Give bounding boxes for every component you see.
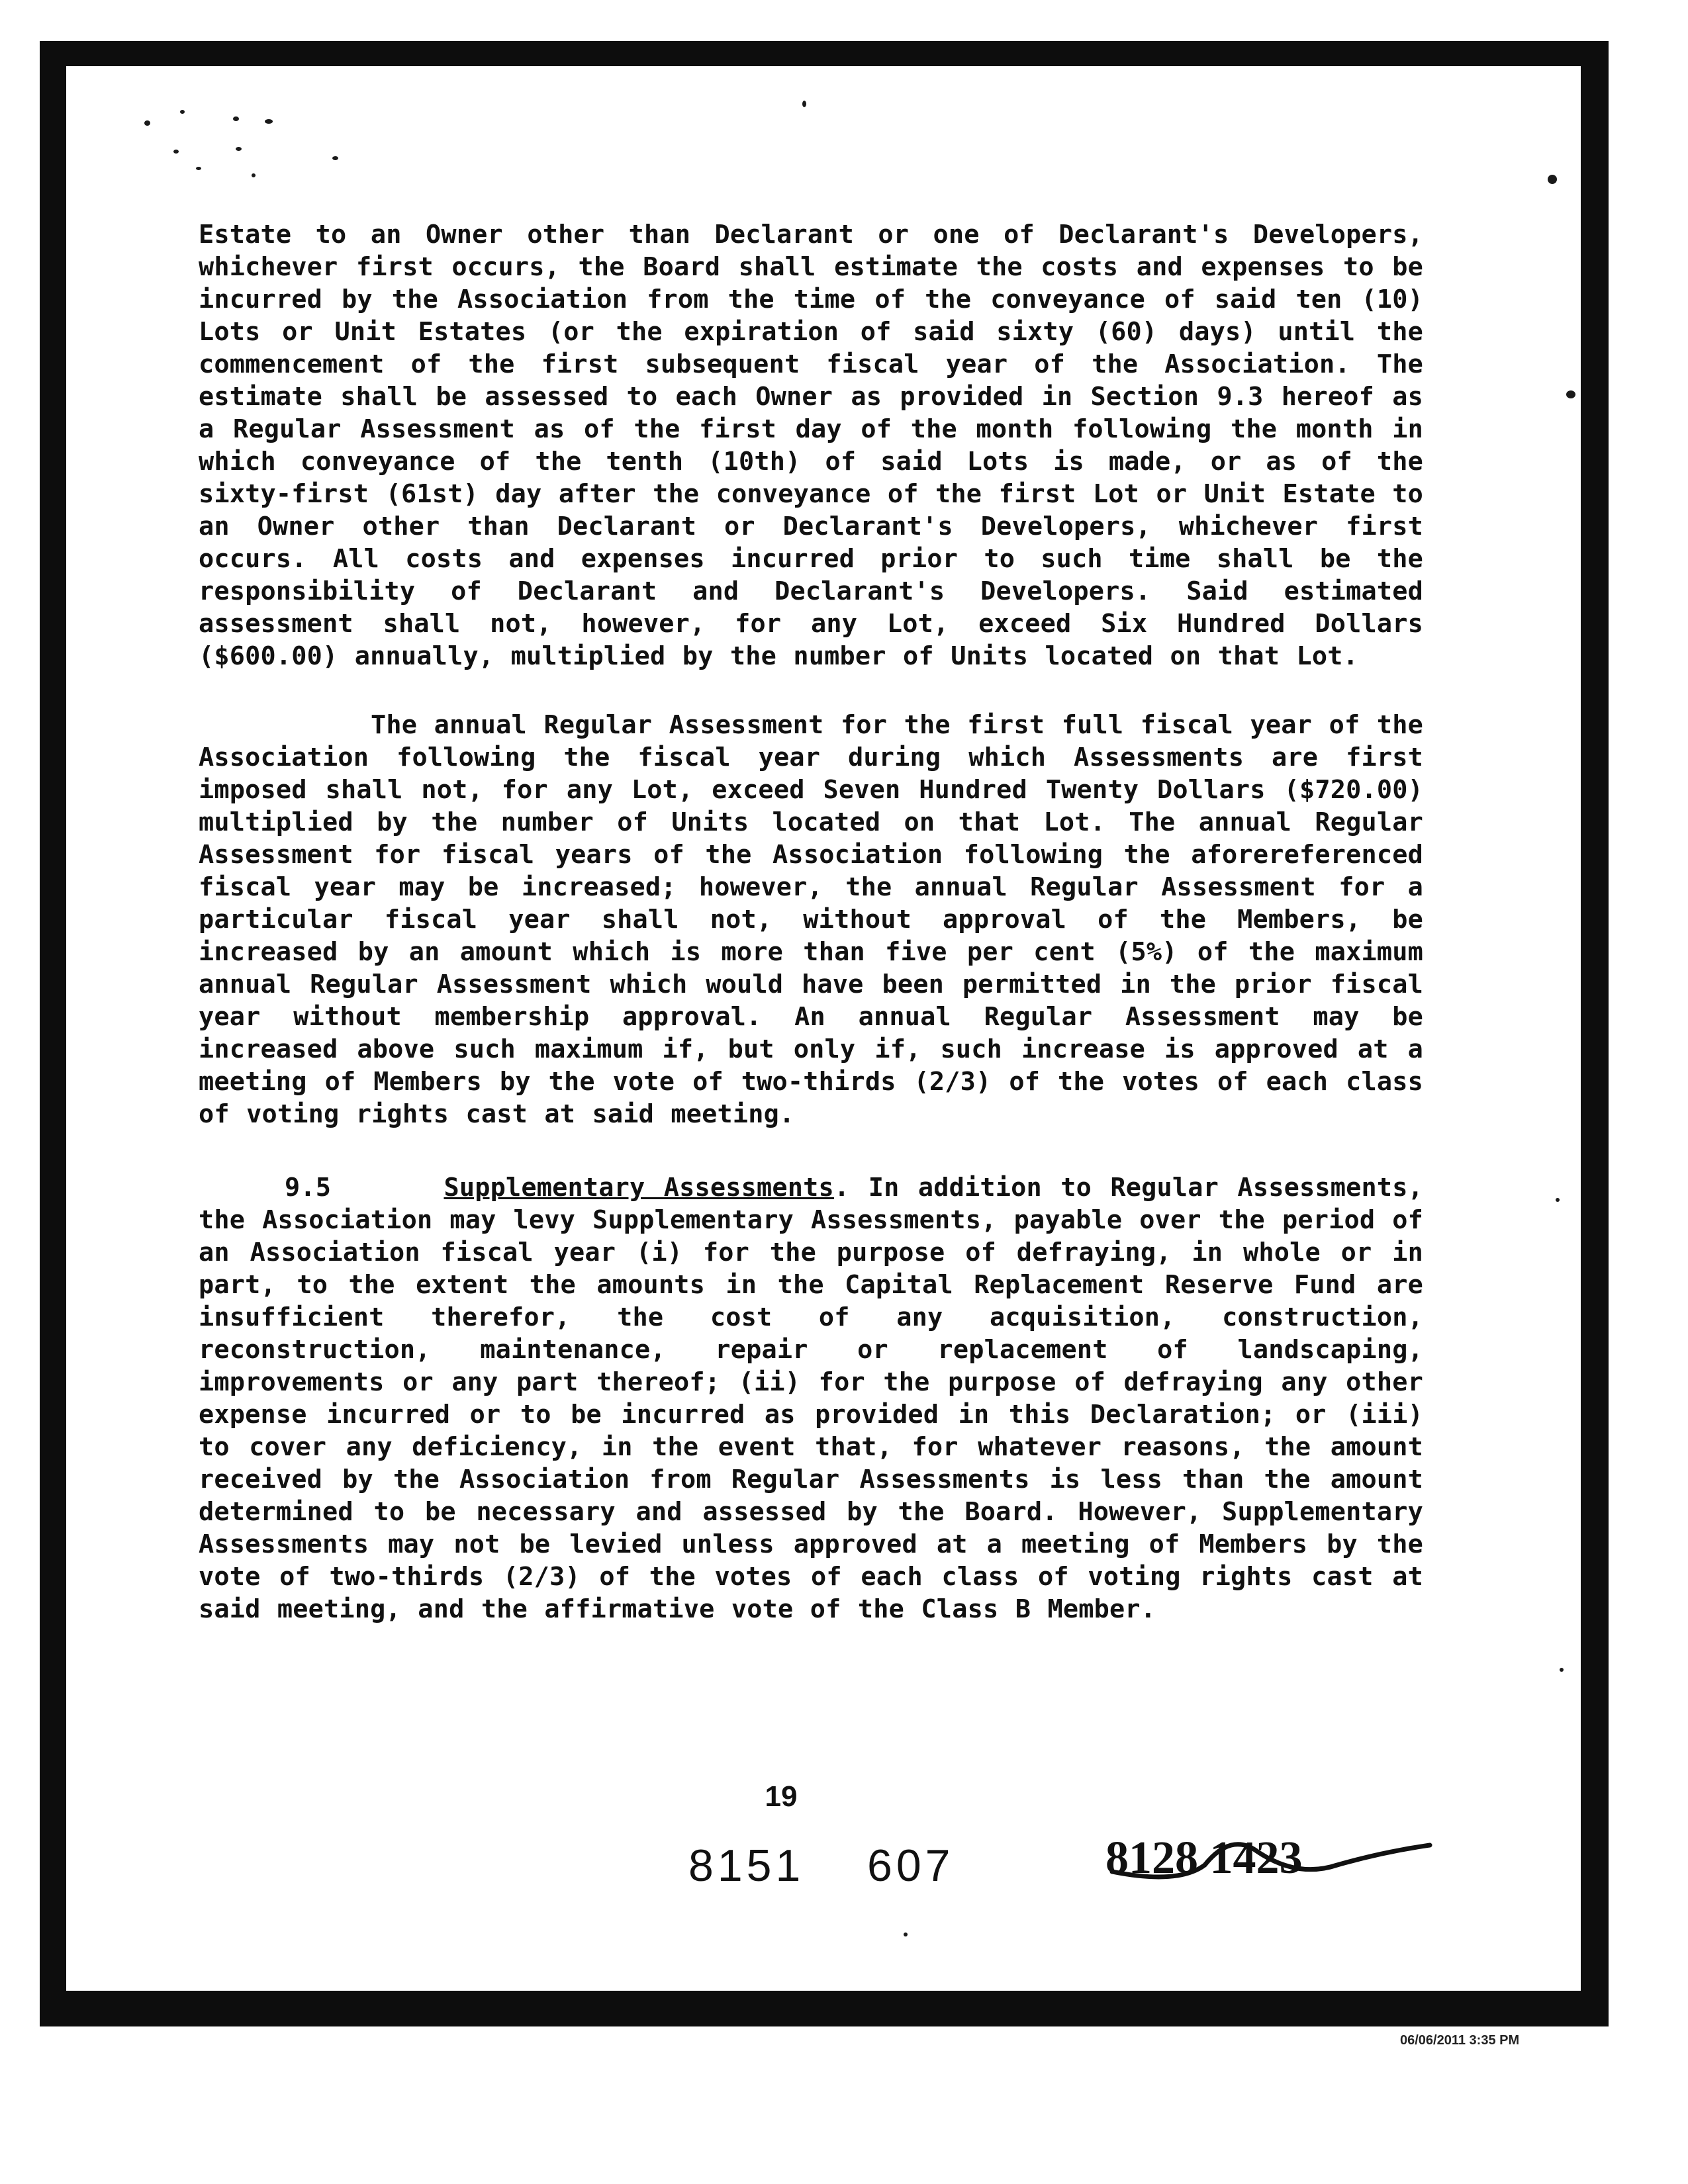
scan-speck bbox=[265, 119, 273, 124]
scan-border-bottom bbox=[40, 1991, 1609, 2026]
section-title: Supplementary Assessments bbox=[444, 1173, 834, 1203]
strike-through-scribble bbox=[1099, 1825, 1443, 1898]
body-paragraph: The annual Regular Assessment for the first full fiscal year of the Association following the fiscal year during which Assessments are first imposed shall not, for any Lot, exceed Seven Hundred Twenty Dollars ($720.00) multiplied by the number of Units located on that Lot. The annual Regular Assessment for fiscal years of the Association following the aforereferenced fiscal year may be increased; however, the annual Regular Assessment for a particular fiscal year shall not, without approval of the Members, be increased by an amount which is more than five per cent (5%) of the maximum annual Regular Assessment which would have been permitted in the prior fiscal year without membership approval. An annual Regular Assessment may be increased above such maximum if, but only if, such increase is approved at a meeting of Members by the vote of two-thirds (2/3) of the votes of each class of voting rights cast at said meeting. bbox=[199, 710, 1423, 1129]
scan-speck bbox=[1548, 175, 1557, 184]
page-number: 19 bbox=[765, 1780, 798, 1813]
scan-speck bbox=[173, 150, 179, 154]
scan-speck bbox=[1556, 1198, 1560, 1202]
print-timestamp: 06/06/2011 3:35 PM bbox=[1400, 2033, 1520, 2048]
scan-speck bbox=[196, 167, 201, 170]
book-number-stamp: 8151 bbox=[688, 1841, 805, 1891]
scan-speck bbox=[233, 116, 239, 121]
struck-reference bbox=[1105, 1832, 1303, 1885]
scan-border-right bbox=[1581, 41, 1609, 2026]
scan-speck bbox=[236, 147, 242, 151]
scan-speck bbox=[252, 173, 256, 177]
book-page-stamp: 607 bbox=[867, 1841, 955, 1891]
section-text: . In addition to Regular Assessments, the Association may levy Supplementary Assessments, payable over the period of an Association fiscal year (i) for the purpose of defraying, in whole or in part, to the extent the amounts in the Capital Replacement Reserve Fund are insufficient therefor, the cost of any acquisition, construction, reconstruction, maintenance, repair or replacement of landscaping, improvements or any part thereof; (ii) for the purpose of defraying any other expense incurred or to be incurred as provided in this Declaration; or (iii) to cover any deficiency, in the event that, for whatever reasons, the amount received by the Association from Regular Assessments is less than the amount determined to be necessary and assessed by the Board. However, Supplementary Assessments may not be levied unless approved at a meeting of Members by the vote of two-thirds (2/3) of the votes of each class of voting rights cast at said meeting, and the affirmative vote of the Class B Member. bbox=[199, 1173, 1423, 1624]
scan-speck bbox=[1560, 1668, 1564, 1672]
scan-speck bbox=[1566, 390, 1575, 398]
scan-border-top bbox=[40, 41, 1609, 66]
scan-speck bbox=[802, 101, 806, 107]
section-number: 9.5 bbox=[285, 1173, 332, 1203]
scan-speck bbox=[332, 156, 338, 160]
document-body bbox=[199, 218, 1423, 1625]
struck-reference-text: 8128 1423 bbox=[1105, 1833, 1303, 1884]
scan-speck bbox=[904, 1933, 908, 1936]
scan-speck bbox=[144, 120, 150, 126]
scan-speck bbox=[180, 110, 185, 114]
scan-border-left bbox=[40, 41, 66, 2026]
body-paragraph: Estate to an Owner other than Declarant or one of Declarant's Developers, whichever first occurs, the Board shall estimate the costs and expenses to be incurred by the Association from the time of the conveyance of said ten (10) Lots or Unit Estates (or the expiration of said sixty (60) days) until the commencement of the first subsequent fiscal year of the Association. The estimate shall be assessed to each Owner as provided in Section 9.3 hereof as a Regular Assessment as of the first day of the month following the month in which conveyance of the tenth (10th) of said Lots is made, or as of the sixty-first (61st) day after the conveyance of the first Lot or Unit Estate to an Owner other than Declarant or Declarant's Developers, whichever first occurs. All costs and expenses incurred prior to such time shall be the responsibility of Declarant and Declarant's Developers. Said estimated assessment shall not, however, for any Lot, exceed Six Hundred Dollars ($600.00) annually, multiplied by the number of Units located on that Lot. bbox=[199, 220, 1423, 671]
section-paragraph bbox=[199, 1171, 1423, 1625]
